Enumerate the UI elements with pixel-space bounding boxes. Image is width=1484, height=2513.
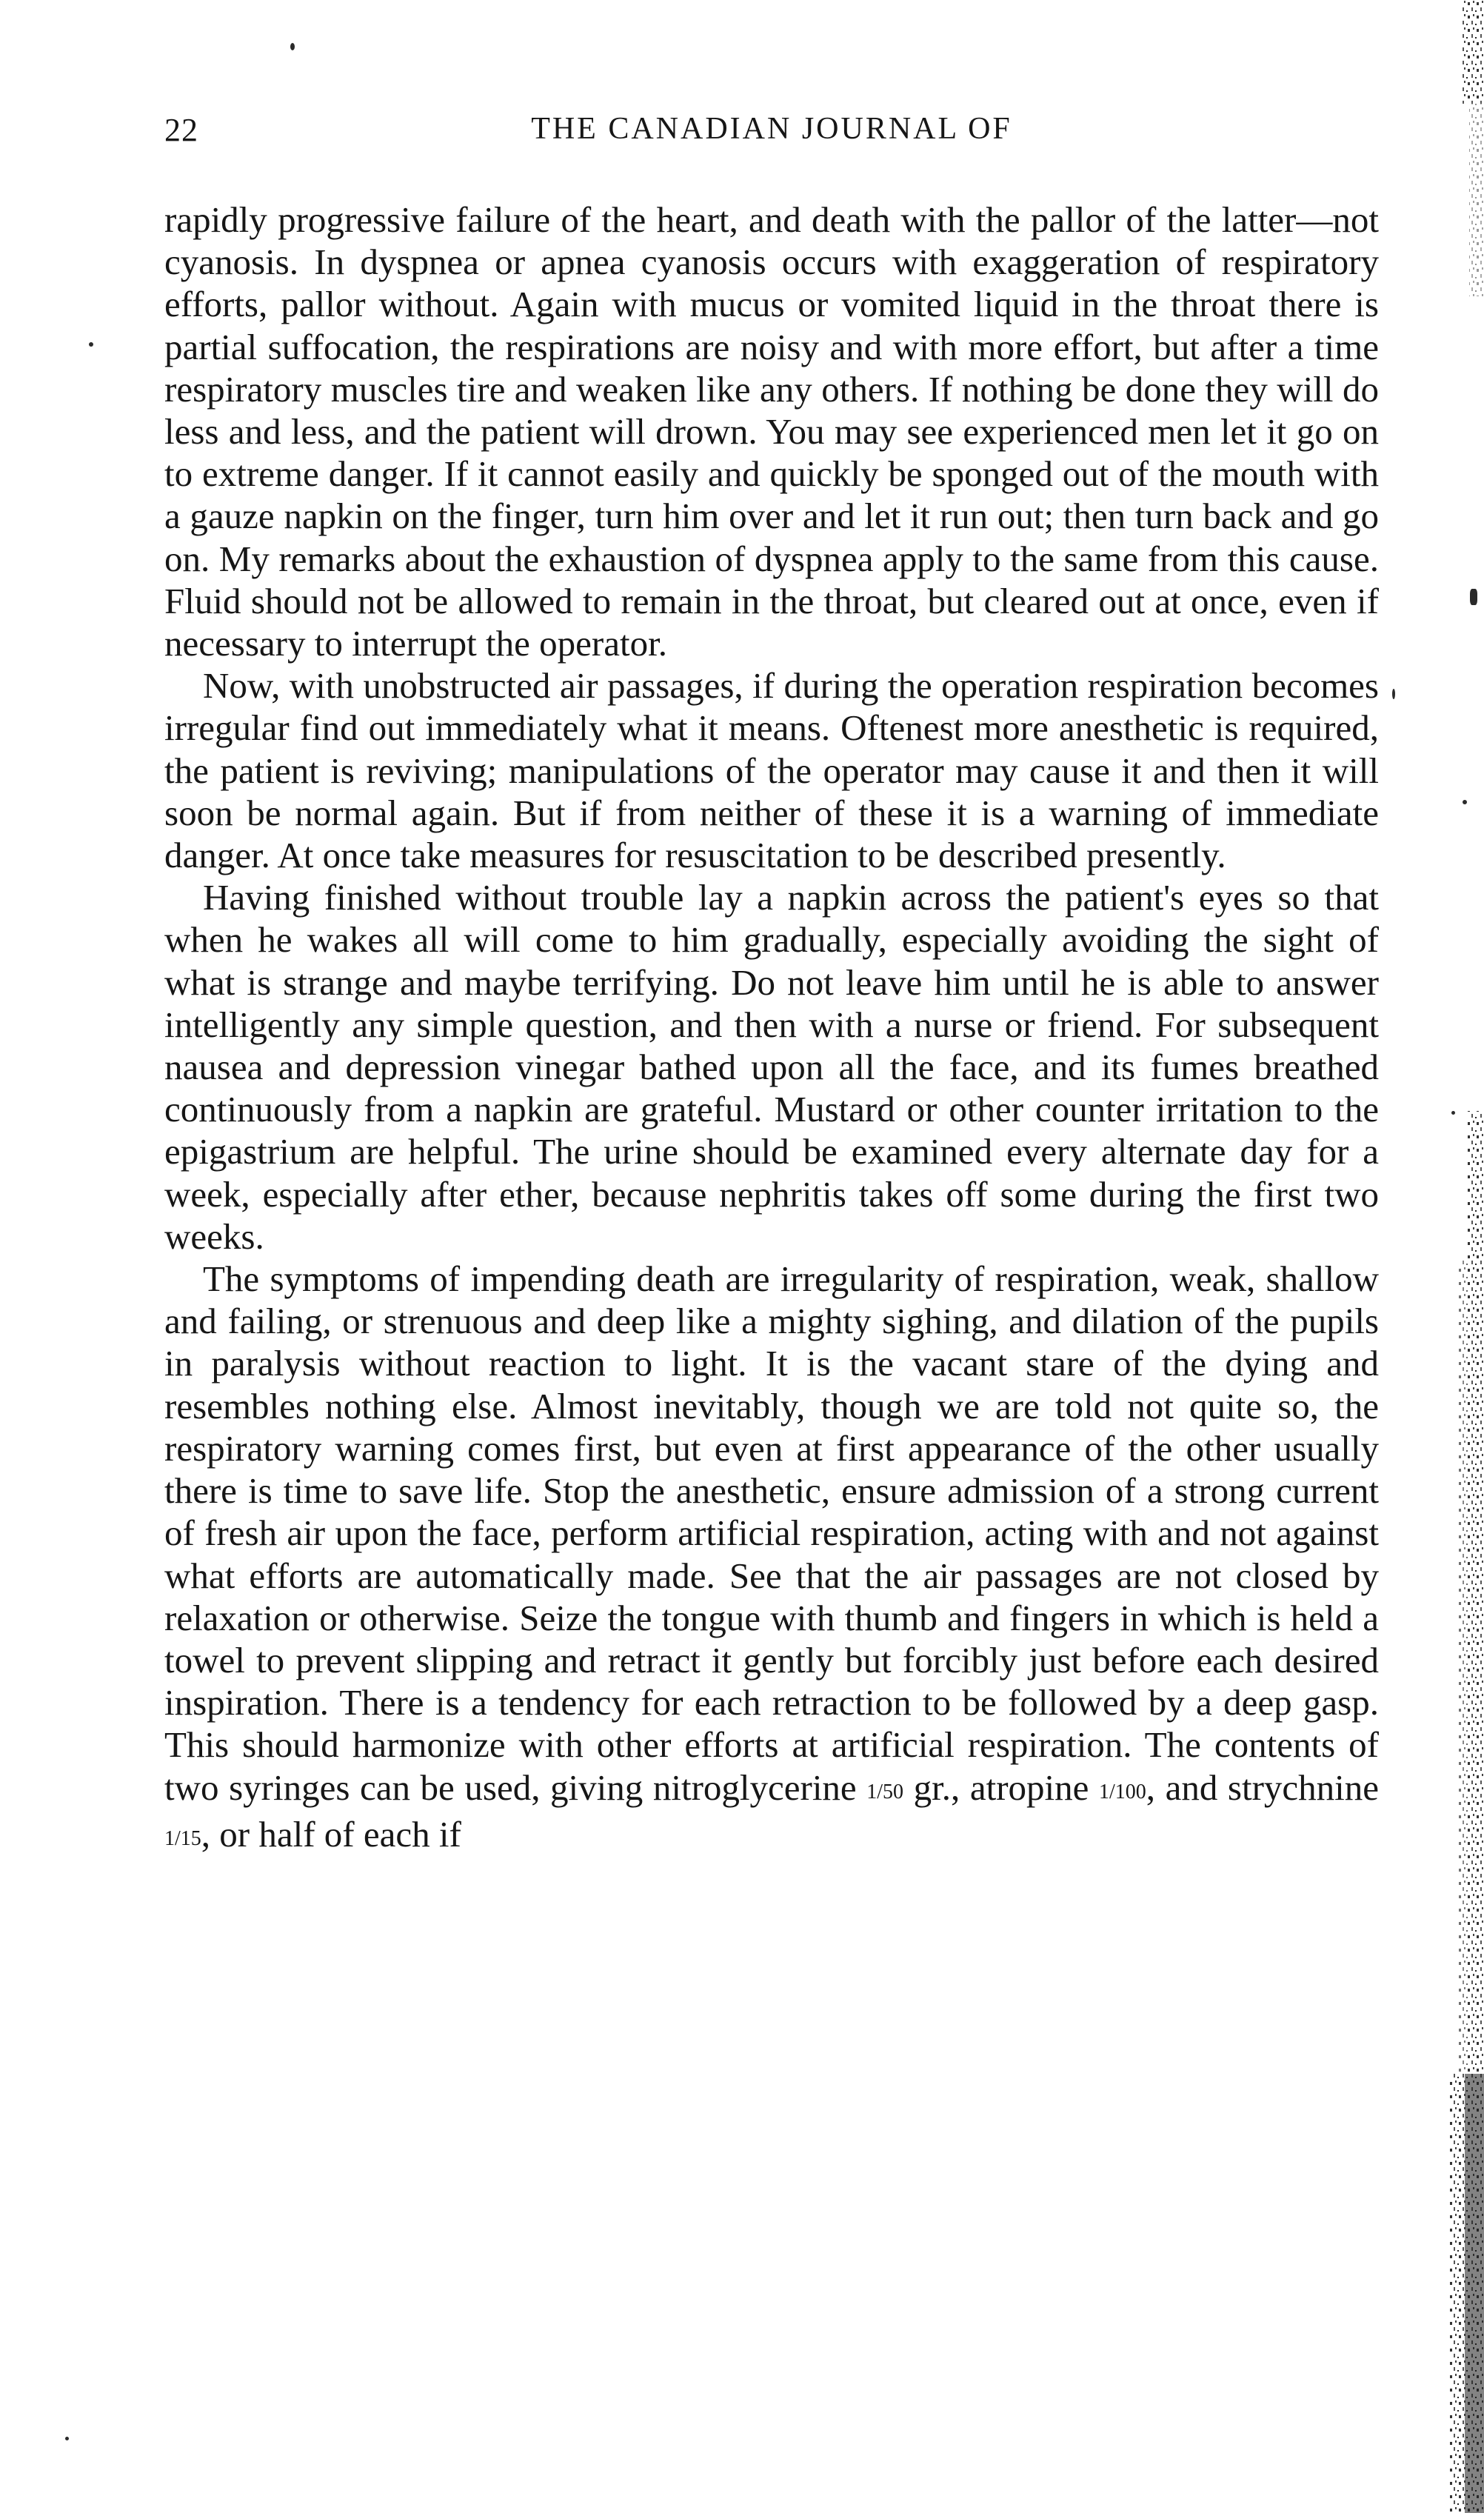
- scan-speck: [65, 2437, 69, 2440]
- final-line-text-3: , or half of each if: [201, 1813, 461, 1855]
- final-line-text-2: , and strychnine: [1146, 1766, 1380, 1808]
- page-header: [164, 111, 1379, 163]
- body-text: [164, 198, 1379, 1860]
- scan-speck: [1392, 689, 1395, 699]
- running-head: THE CANADIAN JOURNAL OF: [531, 112, 1012, 146]
- fraction-nitroglycerine: 1/50: [866, 1780, 904, 1803]
- paragraph-3: Having finished without trouble lay a napkin across the patient's eyes so that when he wakes all will come to him gradually, especially avoiding the sight of what is strange and maybe terrifying. Do not leave him until he is able to answer intelligently any simple question, and then with a nurse or friend. For subsequent nausea and depression vinegar bathed upon all the face, and its fumes breathed continuously from a napkin are grateful. Mustard or other counter irritation to the epigastrium are helpful. The urine should be examined every alternate day for a week, especially after ether, because nephritis takes off some during the first two weeks.: [164, 877, 1379, 1257]
- fraction-strychnine: 1/15: [164, 1826, 201, 1850]
- paragraph-4-text: The symptoms of impending death are irregularity of respiration, weak, shallow and failing, or strenuous and deep like a mighty sighing, and dilation of the pupils in paralysis without reaction to light. It is the vacant stare of the dying and resembles nothing else. Almost inevitably, though we are told not quite so, the respiratory warning comes first, but even at first appearance of the other usually there is time to save life. Stop the anesthetic, ensure admission of a strong current of fresh air upon the face, perform artificial respiration, acting with and not against what efforts are automatically made. See that the air passages are not closed by relaxation or otherwise. Seize the tongue with thumb and fingers in which is held a towel to prevent slipping and retract it gently but forcibly just before each desired inspiration. There is a tendency for each retraction to be followed by a deep gasp. This should harmonize with other efforts at artificial respiration. The contents of two syringes can be used, giving nitroglycerine: [164, 1258, 1379, 1808]
- fraction-atropine: 1/100: [1098, 1780, 1146, 1803]
- scan-speck: [1463, 800, 1467, 804]
- scan-speck: [290, 43, 295, 50]
- final-line-text-1: gr., atropine: [903, 1766, 1099, 1808]
- scanned-page-edge: [1440, 0, 1484, 2513]
- scan-speck: [89, 342, 93, 347]
- paragraph-2: Now, with unobstructed air passages, if during the operation respiration becomes irregular find out immediately what it means. Oftenest more anesthetic is required, the patient is reviving; manipulations of the operator may cause it and then it will soon be normal again. But if from neither of these it is a warning of immediate danger. At once take measures for resuscitation to be described presently.: [164, 665, 1379, 876]
- paragraph-4: [164, 1258, 1379, 1860]
- scan-speck: [1451, 1111, 1455, 1115]
- page-number: 22: [164, 112, 198, 148]
- scan-speck: [1470, 589, 1477, 605]
- paragraph-1: rapidly progressive failure of the heart, and death with the pallor of the latter—not cyanosis. In dyspnea or apnea cyanosis occurs with exaggeration of respiratory efforts, pallor without. Again with mucus or vomited liquid in the throat there is partial suffocation, the respirations are noisy and with more effort, but after a time respiratory muscles tire and weaken like any others. If nothing be done they will do less and less, and the patient will drown. You may see experienced men let it go on to extreme danger. If it cannot easily and quickly be sponged out of the mouth with a gauze napkin on the finger, turn him over and let it run out; then turn back and go on. My remarks about the exhaustion of dyspnea apply to the same from this cause. Fluid should not be allowed to remain in the throat, but cleared out at once, even if necessary to interrupt the operator.: [164, 199, 1379, 664]
